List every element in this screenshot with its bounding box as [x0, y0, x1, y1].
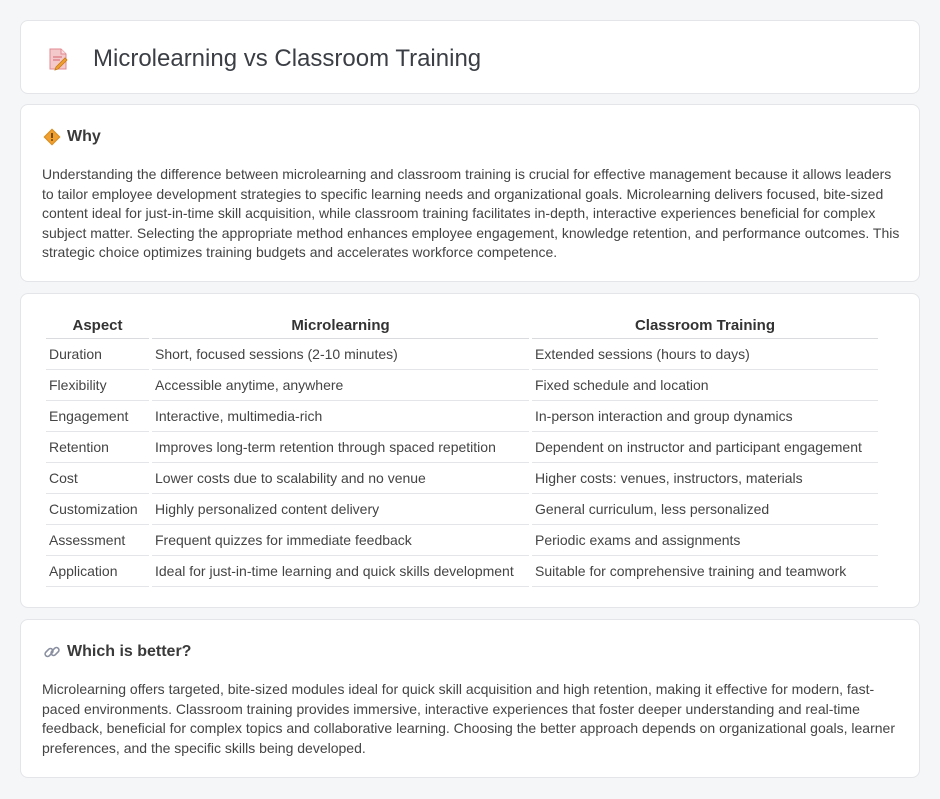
which-is-better-section: [20, 619, 920, 778]
table-row: [46, 432, 878, 463]
microlearning-cell: Highly personalized content delivery: [152, 494, 529, 525]
aspect-cell: Assessment: [46, 525, 149, 556]
classroom-cell: Higher costs: venues, instructors, materials: [532, 463, 878, 494]
table-row: [46, 525, 878, 556]
header-aspect: Aspect: [46, 313, 149, 339]
aspect-cell: Application: [46, 556, 149, 587]
link-icon: [43, 643, 61, 661]
aspect-cell: Cost: [46, 463, 149, 494]
table-row: [46, 370, 878, 401]
classroom-cell: Periodic exams and assignments: [532, 525, 878, 556]
header-microlearning: Microlearning: [152, 313, 529, 339]
table-row: [46, 463, 878, 494]
microlearning-cell: Short, focused sessions (2-10 minutes): [152, 339, 529, 370]
table-row: [46, 339, 878, 370]
page-title: Microlearning vs Classroom Training: [93, 45, 482, 72]
comparison-table-card: [20, 293, 920, 608]
classroom-cell: Suitable for comprehensive training and teamwork: [532, 556, 878, 587]
table-header-row: [46, 313, 878, 339]
classroom-cell: General curriculum, less personalized: [532, 494, 878, 525]
classroom-cell: In-person interaction and group dynamics: [532, 401, 878, 432]
which-is-better-body: Microlearning offers targeted, bite-sized modules ideal for quick skill acquisition and high retention, making it effective for modern, fast-paced environments. Classroom training provides immersive, interactive experiences that foster deeper understanding and real-time feedback, beneficial for complex topics and collaborative learning. Choosing the better approach depends on organizational goals, learner preferences, and the specific skills being developed.: [42, 681, 895, 756]
aspect-cell: Flexibility: [46, 370, 149, 401]
table-row: [46, 494, 878, 525]
aspect-cell: Customization: [46, 494, 149, 525]
warning-diamond-icon: [43, 128, 61, 146]
classroom-cell: Dependent on instructor and participant engagement: [532, 432, 878, 463]
table-row: [46, 556, 878, 587]
why-title: Why: [67, 128, 101, 145]
microlearning-cell: Frequent quizzes for immediate feedback: [152, 525, 529, 556]
classroom-cell: Fixed schedule and location: [532, 370, 878, 401]
header-classroom-training: Classroom Training: [532, 313, 878, 339]
aspect-cell: Engagement: [46, 401, 149, 432]
why-section: [20, 104, 920, 282]
microlearning-cell: Accessible anytime, anywhere: [152, 370, 529, 401]
microlearning-cell: Interactive, multimedia-rich: [152, 401, 529, 432]
microlearning-cell: Improves long-term retention through spaced repetition: [152, 432, 529, 463]
aspect-cell: Retention: [46, 432, 149, 463]
classroom-cell: Extended sessions (hours to days): [532, 339, 878, 370]
comparison-table: [43, 313, 881, 587]
table-row: [46, 401, 878, 432]
microlearning-cell: Lower costs due to scalability and no venue: [152, 463, 529, 494]
which-is-better-title: Which is better?: [67, 643, 192, 660]
microlearning-cell: Ideal for just-in-time learning and quick skills development: [152, 556, 529, 587]
header-card: [20, 20, 920, 94]
aspect-cell: Duration: [46, 339, 149, 370]
document-pencil-icon: [47, 47, 69, 71]
why-body: Understanding the difference between microlearning and classroom training is crucial for effective management because it allows leaders to tailor employee development strategies to specific learning needs and organizational goals. Microlearning delivers focused, bite-sized content ideal for just-in-time skill acquisition, while classroom training facilitates in-depth, interactive experiences beneficial for complex subject matter. Selecting the appropriate method enhances employee engagement, knowledge retention, and performance outcomes. This strategic choice optimizes training budgets and accelerates workforce competence.: [42, 166, 900, 261]
